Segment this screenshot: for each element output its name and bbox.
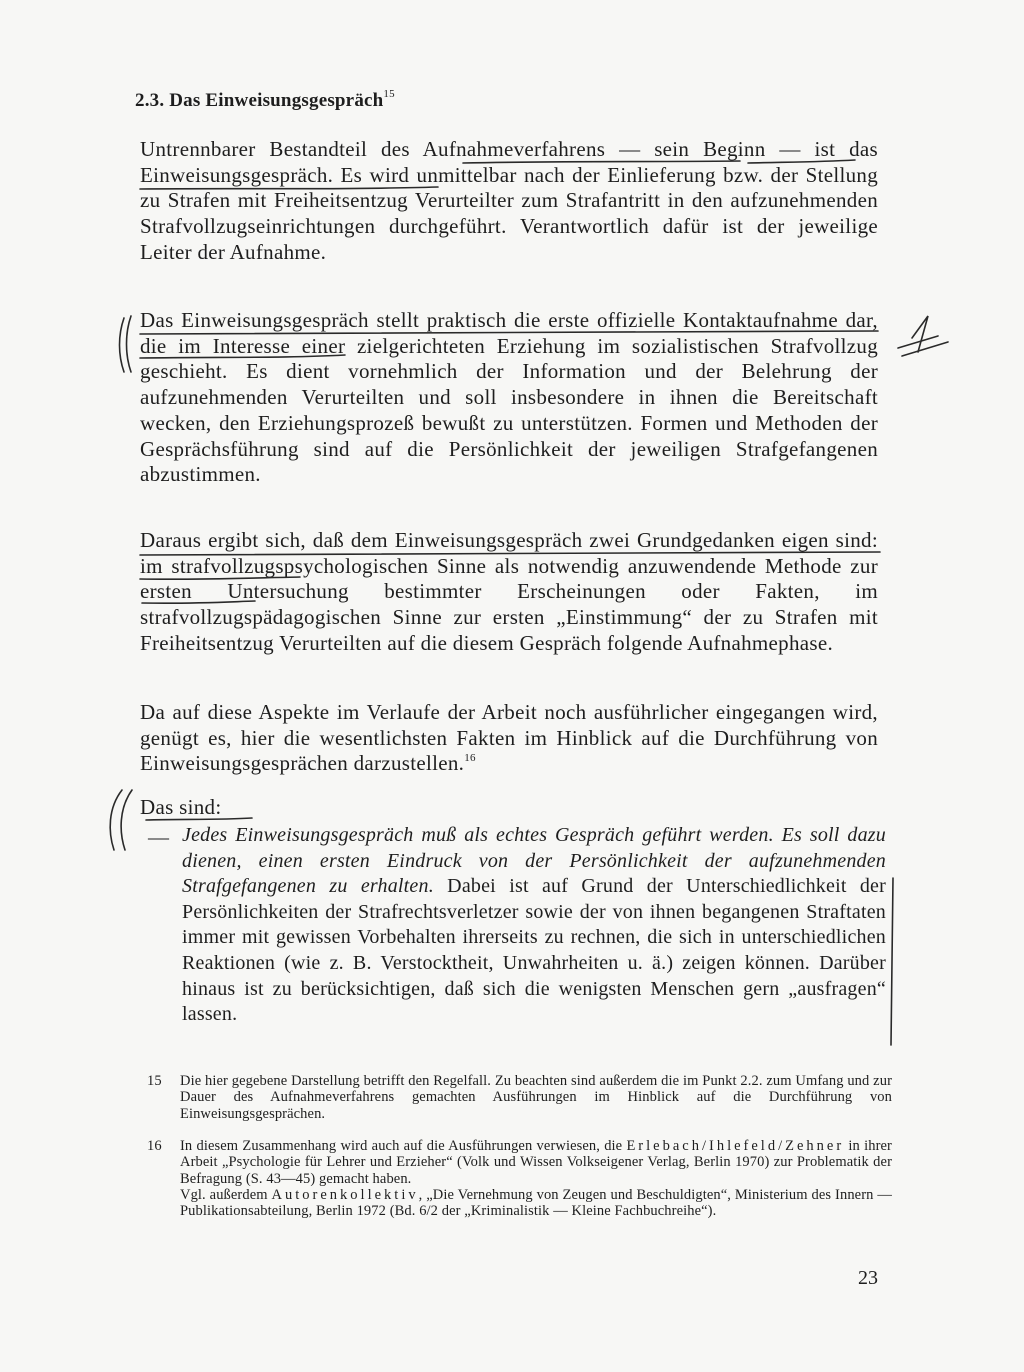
footnote-15 [147, 1073, 892, 1122]
bullet-item [182, 823, 886, 1028]
margin-slash-2 [902, 342, 948, 356]
paragraph-3: Daraus ergibt sich, daß dem Einweisungsgespräch zwei Grundgedanken eigen sind: im strafvollzugspsychologischen Sinne als notwendig anzuwendende Methode zur ersten Untersuchung bestimmter Erscheinungen oder Fakten, im strafvollzugspädagogischen Sinne zur ersten „Einstimmung“ der zu Strafen mit Freiheitsentzug Verurteilten auf die diesem Gespräch folgende Aufnahmephase. [140, 528, 878, 655]
paragraph-2: Das Einweisungsgespräch stellt praktisch die erste offizielle Kontaktaufnahme dar, die im Interesse einer zielgerichteten Erziehung im sozialistischen Strafvollzug geschieht. Es dient vornehmlich der Information und der Belehrung der aufzunehmenden Verurteilten und soll insbesondere in ihnen die Bereitschaft wecken, den Erziehungsprozeß bewußt zu unterstützen. Formen und Methoden der Gesprächsführung sind auf die Persönlichkeit der jeweiligen Strafgefangenen abzustimmen. [140, 308, 878, 487]
footnote-16-part-a: In diesem Zusammenhang wird auch auf die Ausführungen verwiesen, die [180, 1138, 627, 1154]
section-heading [135, 88, 395, 112]
bullet-italic-text: Jedes Einweisungsgespräch muß als echtes Gespräch geführt werden. Es soll dazu dienen, einen ersten Eindruck von der Persönlichkeit der aufzunehmenden Strafgefangenen zu erhalten. [182, 824, 886, 898]
footnote-16-number: 16 [147, 1138, 162, 1154]
list-intro: Das sind: [140, 795, 222, 819]
footnote-16-part-d: , „Die Vernehmung von Zeugen und Beschuldigten“, Ministerium des Innern — Publikationsabteilung, Berlin 1972 (Bd. 6/2 der „Kriminalistik — Kleine Fachbuchreihe“). [180, 1186, 892, 1220]
footnote-16-collective: Autorenkollektiv [271, 1186, 419, 1203]
paragraph-4 [140, 700, 878, 777]
paragraph-1: Untrennbarer Bestandteil des Aufnahmeverfahrens — sein Beginn — ist das Einweisungsgespräch. Es wird unmittelbar nach der Einlieferung bzw. der Stellung zu Strafen mit Freiheitsentzug Verurteilter zum Strafantritt in den aufzunehmenden Strafvollzugseinrichtungen durchgeführt. Verantwortlich dafür ist der jeweilige Leiter der Aufnahme. [140, 137, 878, 264]
margin-number-1 [912, 316, 928, 352]
bullet-dash: — [148, 825, 169, 849]
margin-bracket-left-4 [121, 790, 132, 850]
margin-vertical-line [891, 878, 893, 1045]
footnote-16-text [180, 1138, 892, 1219]
footnote-16-authors: Erlebach/Ihlefeld/Zehner [626, 1138, 845, 1154]
paragraph-4-text: Da auf diese Aspekte im Verlaufe der Arbeit noch ausführlicher eingegangen wird, genügt es, hier die wesentlichsten Fakten im Hinblick auf die Durchführung von Einweisungsgesprächen darzustellen. [140, 700, 878, 776]
margin-bracket-left-2 [127, 316, 132, 372]
margin-bracket-left-1 [120, 318, 125, 372]
footnote-15-text: Die hier gegebene Darstellung betrifft den Regelfall. Zu beachten sind außerdem die im Punkt 2.2. zum Umfang und zur Dauer des Aufnahmeverfahrens gemachten Ausführungen im Hinblick auf die Durchführung von Einweisungsgesprächen. [180, 1073, 892, 1122]
heading-text: 2.3. Das Einweisungsgespräch [135, 90, 384, 111]
footnote-16-part-c: Vgl. außerdem [180, 1186, 272, 1203]
footnote-16-part-b: in ihrer Arbeit „Psychologie für Lehrer und Erzieher“ (Volk und Wissen Volkseigener Verlag, Berlin 1970) zur Problematik der Befragung (S. 43—45) gemacht haben. [180, 1138, 892, 1187]
heading-footnote-ref: 15 [383, 88, 395, 100]
paragraph-4-footnote-ref: 16 [464, 752, 476, 765]
margin-slash-1 [898, 336, 938, 348]
margin-bracket-left-3 [110, 790, 122, 850]
footnote-15-number: 15 [147, 1073, 162, 1089]
bullet-normal-text: Dabei ist auf Grund der Unterschiedlichkeit der Persönlichkeiten der Strafrechtsverletzer sowie der von ihnen begangenen Straftaten immer mit gewissen Vorbehalten ihrerseits zu rechnen, die sich in unterschiedlichen Reaktionen (wie z. B. Verstocktheit, Unwahrheiten u. ä.) zeigen können. Darüber hinaus ist zu berücksichtigen, daß sich die wenigsten Menschen gern „ausfragen“ lassen. [182, 875, 886, 1026]
footnote-16 [147, 1138, 892, 1219]
page-number: 23 [858, 1267, 878, 1289]
